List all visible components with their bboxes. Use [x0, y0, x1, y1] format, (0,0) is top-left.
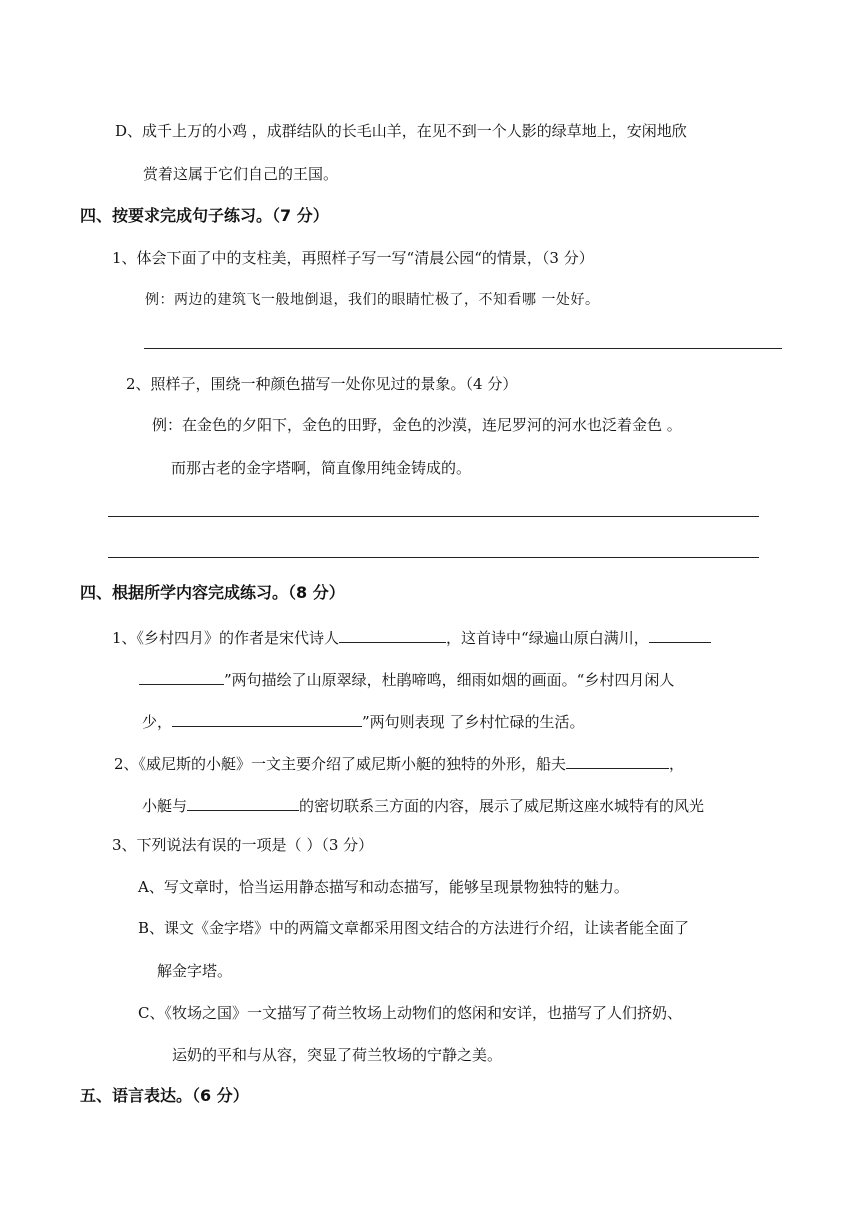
option-b-line1: B、课文《金字塔》中的两篇文章都采用图文结合的方法进行介绍，让读者能全面了	[138, 919, 690, 937]
blank-connection	[187, 794, 299, 811]
option-d-line2: 赏着这属于它们自己的王国。	[143, 165, 339, 183]
answer-line-q1	[144, 348, 782, 349]
q1-text-4: 少，	[142, 713, 173, 731]
section-heading-language-expression: 五、语言表达。（6 分）	[80, 1086, 249, 1105]
question-2-prompt: 2、照样子，围绕一种颜色描写一处你见过的景象。（4 分）	[126, 375, 518, 393]
q2-text-1: 2、《威尼斯的小艇》一文主要介绍了威尼斯小艇的独特的外形，船夫	[114, 755, 567, 773]
option-c-line2: 运奶的平和与从容，突显了荷兰牧场的宁静之美。	[172, 1046, 503, 1064]
question-2-line1	[114, 752, 684, 774]
blank-poet	[339, 626, 446, 643]
question-1-example: 例：两边的建筑飞一般地倒退，我们的眼睛忙极了，不知看哪 一处好。	[145, 292, 600, 308]
blank-poem-lines-b	[139, 668, 224, 685]
answer-line-q2-a	[108, 516, 759, 517]
option-b-line2: 解金字塔。	[157, 962, 233, 980]
question-2-example-line2: 而那古老的金字塔啊，简直像用纯金铸成的。	[171, 459, 472, 477]
option-d-line1: D、成千上万的小鸡 ，成群结队的长毛山羊，在见不到一个人影的绿草地上，安闲地欣	[115, 122, 687, 140]
question-1-line1	[112, 626, 711, 648]
question-1-line2	[139, 668, 674, 690]
option-c-line1: C、《牧场之国》一文描写了荷兰牧场上动物们的悠闲和安详，也描写了人们挤奶、	[138, 1004, 682, 1022]
blank-poem-lines-a	[649, 626, 711, 643]
answer-line-q2-b	[108, 557, 759, 558]
q1-text-2: ，这首诗中“绿遍山原白满川，	[446, 629, 649, 647]
question-1-line3	[142, 710, 584, 732]
q2-text-3: 小艇与	[142, 797, 188, 815]
question-1-prompt: 1、体会下面了中的支柱美，再照样子写一写“清晨公园“的情景，（3 分）	[112, 249, 594, 267]
section-heading-content-practice: 四、根据所学内容完成练习。（8 分）	[80, 583, 345, 602]
q1-text-1: 1、《乡村四月》的作者是宋代诗人	[112, 629, 340, 647]
q2-text-4: 的密切联系三方面的内容，展示了威尼斯这座水城特有的风光	[299, 797, 705, 815]
q2-text-2: ，	[669, 755, 685, 773]
q1-text-5: ”两句则表现 了乡村忙碌的生活。	[362, 713, 585, 731]
option-a: A、写文章时，恰当运用静态描写和动态描写，能够呈现景物独特的魅力。	[138, 878, 629, 896]
question-2-line2	[142, 794, 704, 816]
question-2-example-line1: 例：在金色的夕阳下，金色的田野，金色的沙漠，连尼罗河的河水也泛着金色 。	[152, 416, 682, 434]
question-3-prompt: 3、下列说法有误的一项是（ ）（3 分）	[112, 836, 374, 854]
section-heading-sentence-practice: 四、按要求完成句子练习。（7 分）	[80, 206, 329, 225]
blank-boatman	[566, 752, 669, 769]
q1-text-3: ”两句描绘了山原翠绿，杜鹃啼鸣，细雨如烟的画面。“乡村四月闲人	[224, 671, 675, 689]
blank-poem-lines-c	[172, 710, 362, 727]
